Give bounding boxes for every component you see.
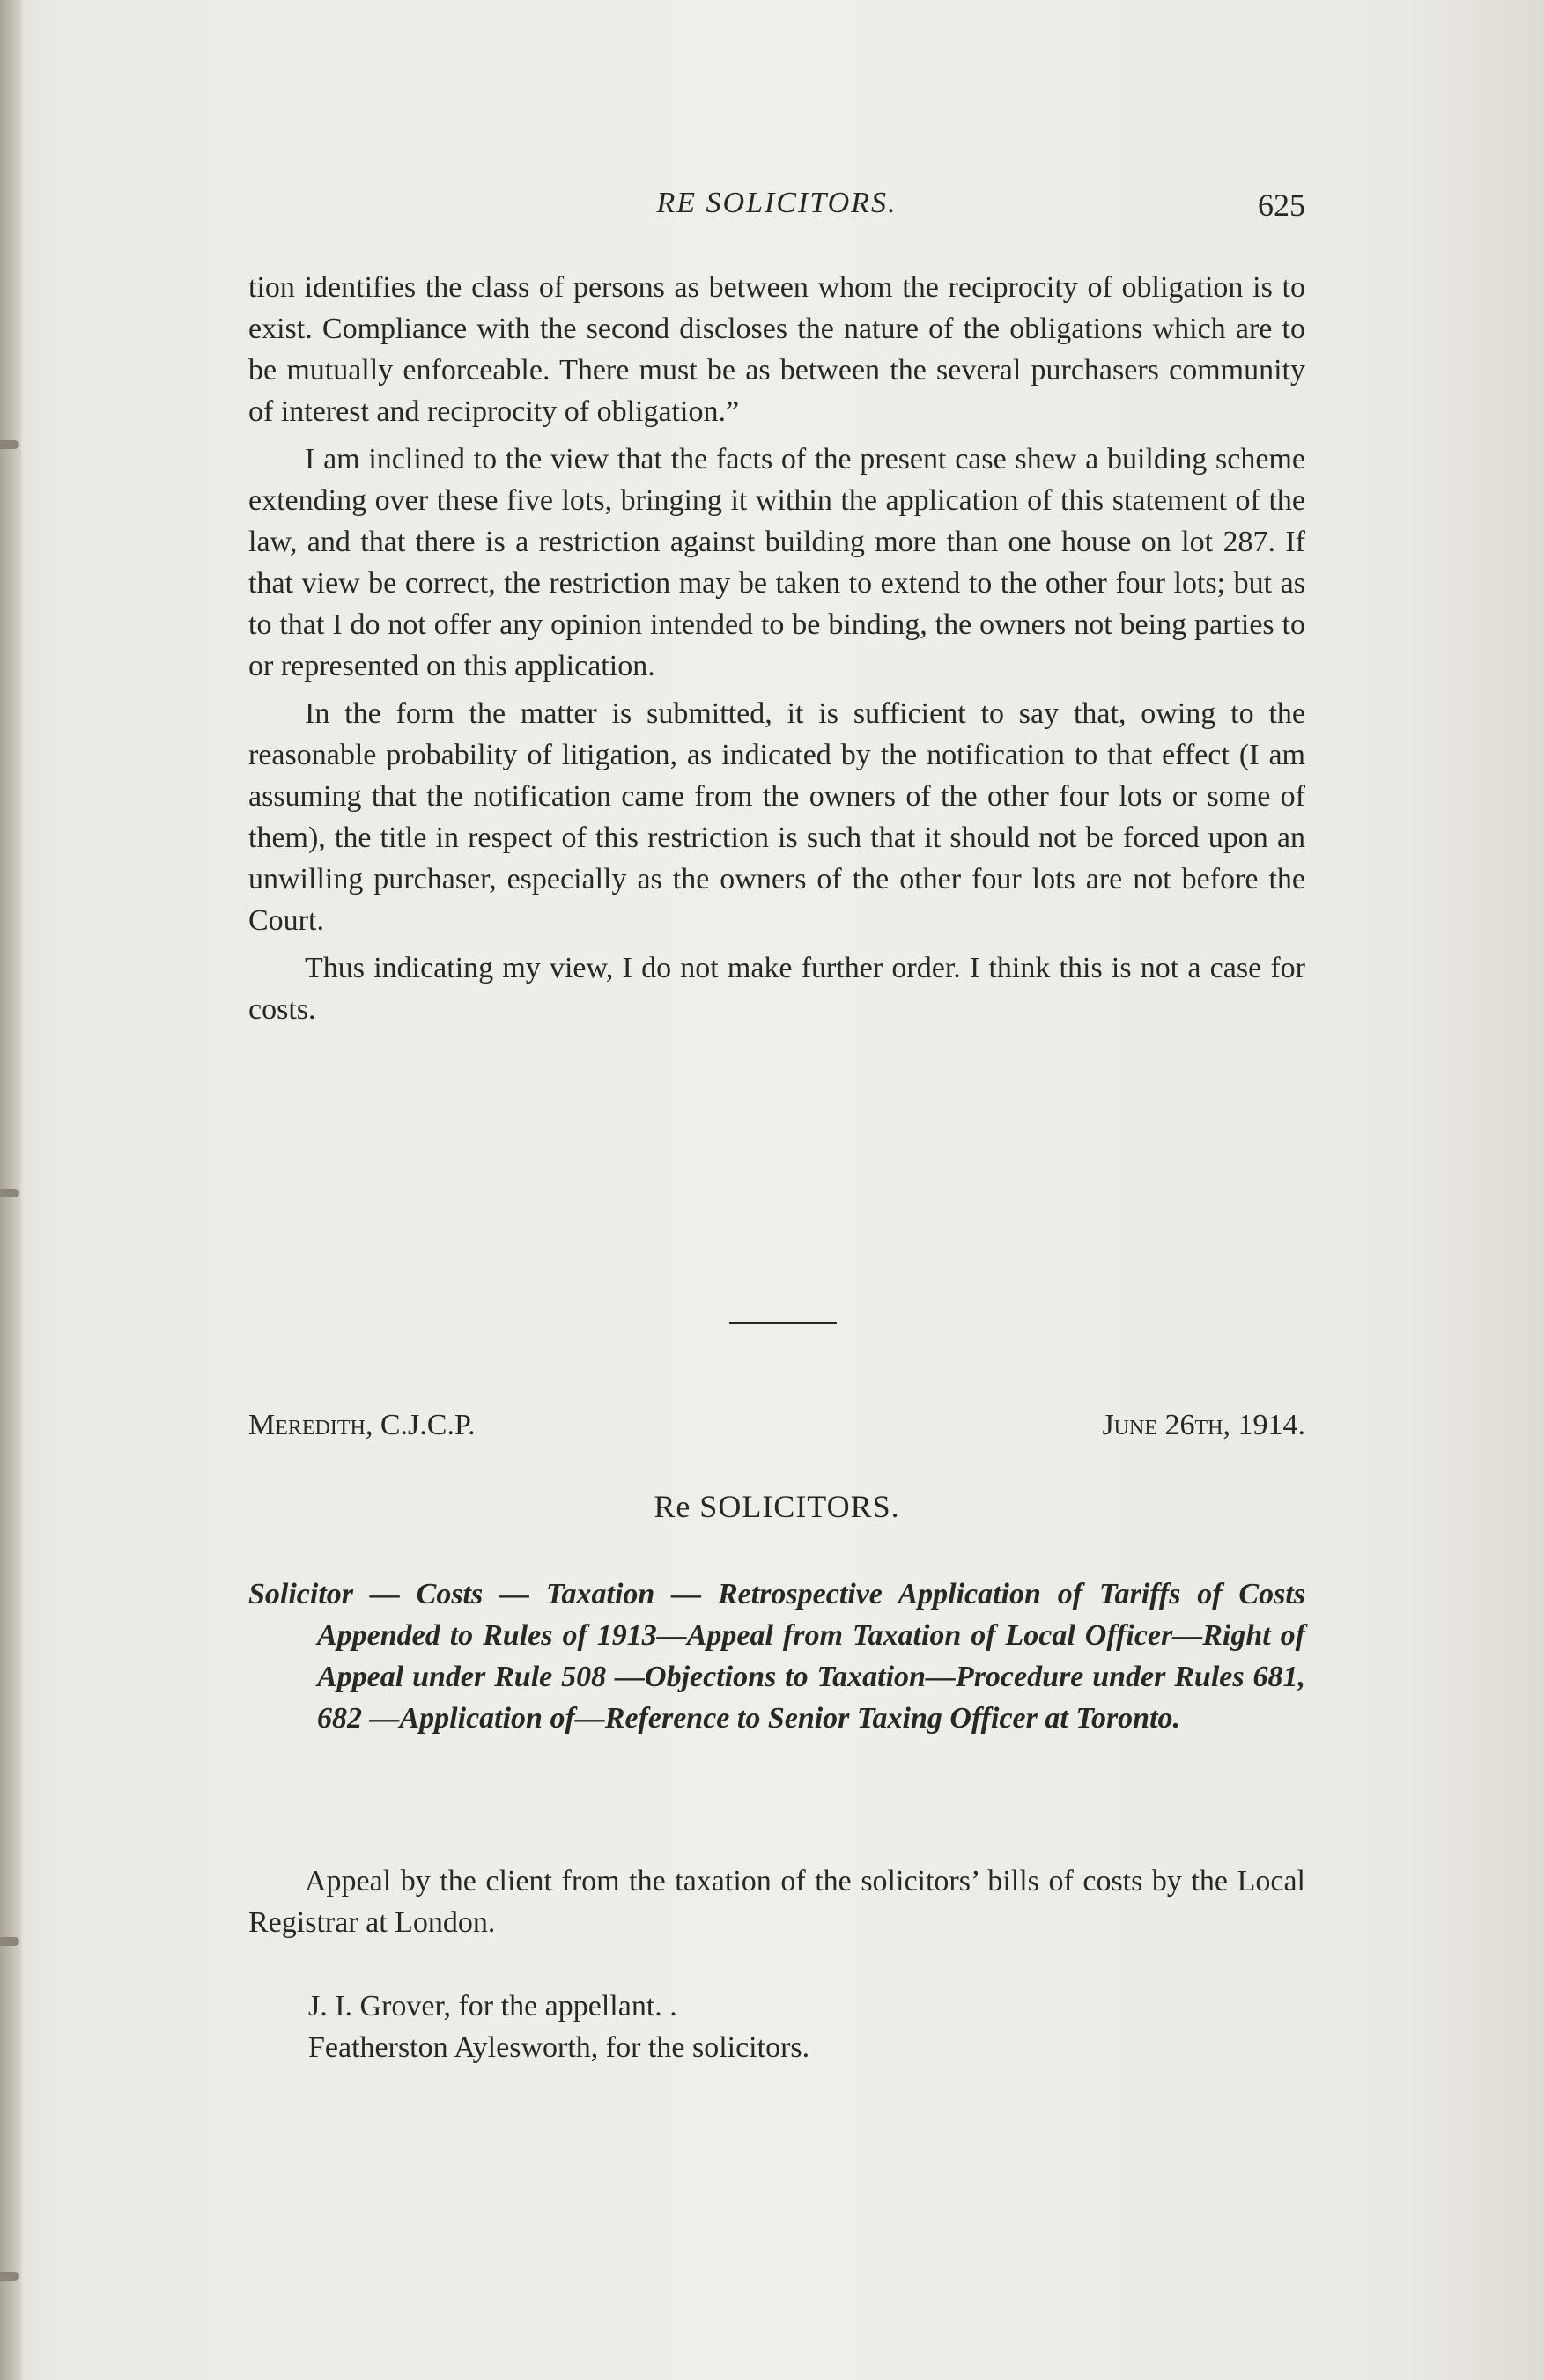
binding-stitch	[0, 440, 19, 449]
binding-stitch	[0, 2272, 19, 2281]
counsel-list	[308, 1986, 1277, 2068]
binding-stitch	[0, 1189, 19, 1197]
binding-stitch	[0, 1937, 19, 1946]
judgment-date: June 26th, 1914.	[1102, 1409, 1305, 1441]
page-number: 625	[1258, 188, 1305, 223]
counsel-entry: Featherston Aylesworth, for the solicitors.	[308, 2031, 810, 2064]
paragraph: tion identifies the class of persons as between whom the reciprocity of obligation is to exist. Compliance with the second discloses the nature of the obligations which are to be mutually enforceable. There must be as between the several purchasers community of interest and reciprocity of obligation.”	[248, 271, 1305, 428]
case-title: Re SOLICITORS.	[654, 1489, 900, 1524]
headnote: Solicitor — Costs — Taxation — Retrospective Application of Tariffs of Costs Appended to Rules of 1913—Appeal from Taxation of Local Officer—Right of Appeal under Rule 508 —Objections to Taxation—Procedure under Rules 681, 682 —Application of—Reference to Senior Taxing Officer at Toronto.	[248, 1578, 1305, 1735]
paragraph: Thus indicating my view, I do not make further order. I think this is not a case for costs.	[248, 952, 1305, 1026]
paragraph: In the form the matter is submitted, it is sufficient to say that, owing to the reasonable probability of litigation, as indicated by the notification to that effect (I am assuming that the notification came from the owners of the other four lots or some of them), the title in respect of this restriction is such that it should not be forced upon an unwilling purchaser, especially as the owners of the other four lots are not before the Court.	[248, 697, 1305, 937]
running-title: RE SOLICITORS.	[656, 187, 898, 219]
body-text	[248, 267, 1305, 1036]
paragraph: I am inclined to the view that the facts of the present case shew a building scheme extending over these five lots, bringing it within the application of this statement of the law, and that there is a restriction against building more than one house on lot 287. If that view be correct, the restriction may be taken to extend to the other four lots; but as to that I do not offer any opinion intended to be binding, the owners not being parties to or represented on this application.	[248, 443, 1305, 682]
running-head	[248, 187, 1305, 231]
counsel-entry: J. I. Grover, for the appellant. .	[308, 1990, 677, 2023]
appeal-statement	[248, 1861, 1305, 1949]
paragraph: Appeal by the client from the taxation of the solicitors’ bills of costs by the Local Registrar at London.	[248, 1865, 1305, 1939]
dateline	[248, 1409, 1305, 1453]
section-divider	[729, 1322, 837, 1324]
judge-name: Meredith, C.J.C.P.	[248, 1409, 476, 1441]
